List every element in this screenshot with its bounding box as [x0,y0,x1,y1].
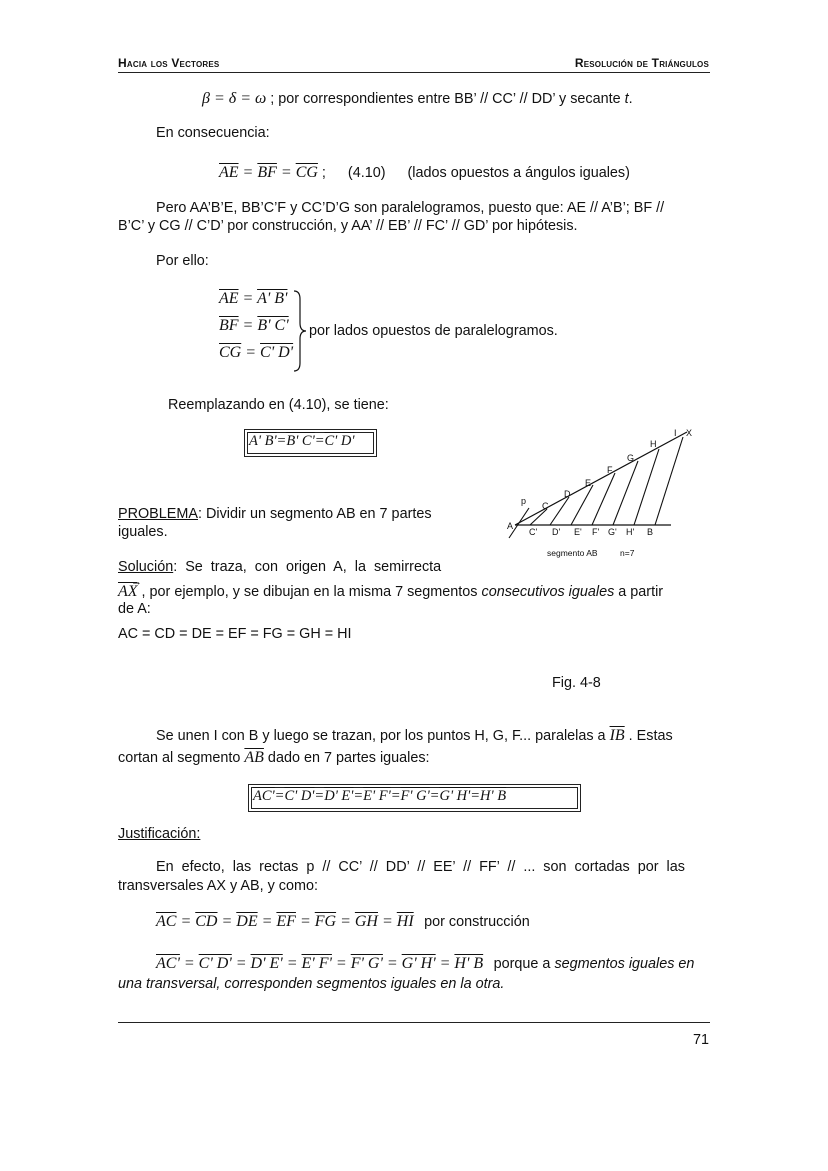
seg-AB: $\overline{AB}$ [244,749,264,766]
seg-left: $\overline{CG}$ [219,344,242,361]
final-note: porque a [493,956,555,972]
equation-number: (4.10) [347,165,386,181]
correspondientes-text: ; por correspondientes entre BB’ // CC’ // DD’ y secante [266,91,625,107]
equation-note: (lados opuestos a ángulos iguales) [407,165,630,181]
union-line-2 [118,748,430,768]
seg: E' F' [301,955,332,972]
seg-right: C' D' [260,344,294,361]
seg: $\overline{AC}$ [156,913,177,930]
seg: A' B' [249,433,277,449]
solucion-text: : Se traza, con origen A, la semirrecta [173,559,442,575]
label-C-prime: C' [529,527,538,537]
greek-formula: β = δ = ω [202,90,267,107]
problema-line-1 [118,505,432,524]
seg: F' G' [400,788,430,804]
seg: $\overline{GH}$ [354,913,378,930]
efecto-line-1: En efecto, las rectas p // CC’ // DD’ // EE’ // FF’ // ... son cortadas por las [156,859,685,875]
union-text: dado en 7 partes iguales: [263,750,430,766]
label-F: F [607,465,613,475]
label-A: A [507,521,514,531]
seg-right: B' C' [257,317,289,334]
figure-4-8 [505,422,715,567]
label-D: D [564,489,571,499]
figure-caption-left: segmento AB [547,548,598,558]
problema-line-2: iguales. [118,524,168,540]
label-E-prime: E' [574,527,582,537]
seg: AC' [156,955,180,972]
seg: G' H' [439,788,471,804]
solucion-line-2 [118,576,664,602]
parallel-line [571,485,593,525]
parallel-line [634,449,659,525]
figure-caption-right: n=7 [620,548,635,558]
seg-IB: $\overline{IB}$ [609,727,625,744]
equation-final [156,955,694,974]
page-number: 71 [692,1032,709,1048]
label-E: E [585,478,592,488]
label-p: p [521,496,527,506]
equation-terms: AC' = C' D' = D' E' = E' F' = F' G' = G' H' = H' B [156,955,484,972]
seg: AC' [253,788,275,804]
solucion-text: a partir [614,584,664,600]
seg-BF: $\overline{BF}$ [257,164,277,181]
seg: E' F' [363,788,391,804]
seg: $\overline{CD}$ [195,913,218,930]
seg: $\overline{DE}$ [236,913,258,930]
seg-CG: $\overline{CG}$ [295,164,318,181]
eq-sign: = [238,164,258,181]
label-D-prime: D' [552,527,561,537]
label-F-prime: F' [592,527,600,537]
system-note: por lados opuestos de paralelogramos. [309,323,558,339]
seg: C' D' [284,788,315,804]
vector-AX-text: $\overline{AX}$ [118,583,138,600]
seg: H' B [480,788,507,804]
seg: C' D' [324,433,355,449]
en-consecuencia: En consecuencia: [156,125,270,141]
label-G-prime: G' [608,527,617,537]
label-G: G [627,453,635,463]
seg: H' B [454,955,484,972]
footer-rule [118,1022,710,1023]
figure-label: Fig. 4-8 [552,675,601,691]
seg: C' D' [198,955,232,972]
seg-AE: $\overline{AE}$ [219,164,239,181]
final-note-italic: segmentos iguales en [554,956,695,972]
secante-t: t [624,91,629,107]
solucion-text: , por ejemplo, y se dibujan en la misma 7 segmentos [137,584,482,600]
seg-left: $\overline{BF}$ [219,317,239,334]
seg: B' C' [286,433,315,449]
label-C: C [542,501,549,511]
boxed-result-1-text: A' B'=B' C'=C' D' [249,433,355,449]
seg-right: A' B' [257,290,288,307]
justificacion-heading: Justificación: [118,826,201,842]
seg: $\overline{FG}$ [314,913,337,930]
paralelogramos-line-1: Pero AA’B’E, BB’C’F y CC’D’G son paralelogramos, puesto que: AE // A’B’; BF // [156,200,665,216]
label-X: X [686,428,693,438]
label-H-prime: H' [626,527,635,537]
equation-4-10 [219,163,630,183]
final-note-line-2: una transversal, corresponden segmentos iguales en la otra. [118,976,505,992]
boxed-result-2-text: AC'=C' D'=D' E'=E' F'=F' G'=G' H'=H' B [253,788,507,804]
equation-terms: $\overline{AC} = \overline{CD} = \overline{DE} = \overline{EF} = \overline{FG} = \overline{GH} = \overline{HI}$ [156,913,414,930]
solucion-label: Solución [118,559,174,575]
problema-text: : Dividir un segmento AB en 7 partes [197,506,432,522]
right-brace [292,289,308,373]
eq-sign: = [276,164,296,181]
correspondientes-line [202,89,633,109]
por-ello: Por ello: [156,253,209,269]
seg: $\overline{EF}$ [276,913,296,930]
running-header-right: Resolución de Triángulos [574,56,709,70]
union-text: cortan al segmento [118,750,245,766]
union-text: . Estas [624,728,673,744]
label-B: B [647,527,654,537]
line-IB [655,437,683,525]
header-rule [118,72,710,73]
equation-system [219,290,293,371]
reemplazando: Reemplazando en (4.10), se tiene: [168,397,389,413]
paralelogramos-line-2: B’C’ y CG // C’D’ por construcción, y AA’ // EB’ // FC’ // GD’ por hipótesis. [118,218,578,234]
solucion-line-3: de A: [118,601,151,617]
solucion-line-1 [118,558,441,577]
seg: $\overline{HI}$ [396,913,414,930]
efecto-line-2: transversales AX y AB, y como: [118,878,318,894]
seg: D' E' [324,788,354,804]
vector-AX [118,576,142,600]
system-row: $\overline{CG} = C'$ D' [219,344,294,361]
union-text: Se unen I con B y luego se trazan, por los puntos H, G, F... paralelas a [156,728,610,744]
seg: D' E' [250,955,283,972]
system-row: $\overline{BF} = B'$ C' [219,317,289,334]
semicolon: ; [317,165,326,181]
equal-segments: AC = CD = DE = EF = FG = GH = HI [118,626,352,642]
union-line-1 [156,726,673,746]
vector-arrow-icon: → [131,576,142,588]
problema-label: PROBLEMA [118,506,198,522]
ray-AX [515,432,687,525]
equation-construccion [156,913,530,932]
system-row: $\overline{AE} = A'$ B' [219,290,288,307]
parallel-line [530,509,547,525]
running-header-left: Hacia los Vectores [118,56,220,70]
period: . [628,91,633,107]
seg-left: $\overline{AE}$ [219,290,239,307]
consecutivos-iguales: consecutivos iguales [481,584,615,600]
seg: F' G' [350,955,383,972]
label-I: I [674,428,677,438]
construccion-note: por construcción [424,914,530,930]
label-H: H [650,439,657,449]
seg: G' H' [401,955,436,972]
parallel-line [592,473,615,525]
